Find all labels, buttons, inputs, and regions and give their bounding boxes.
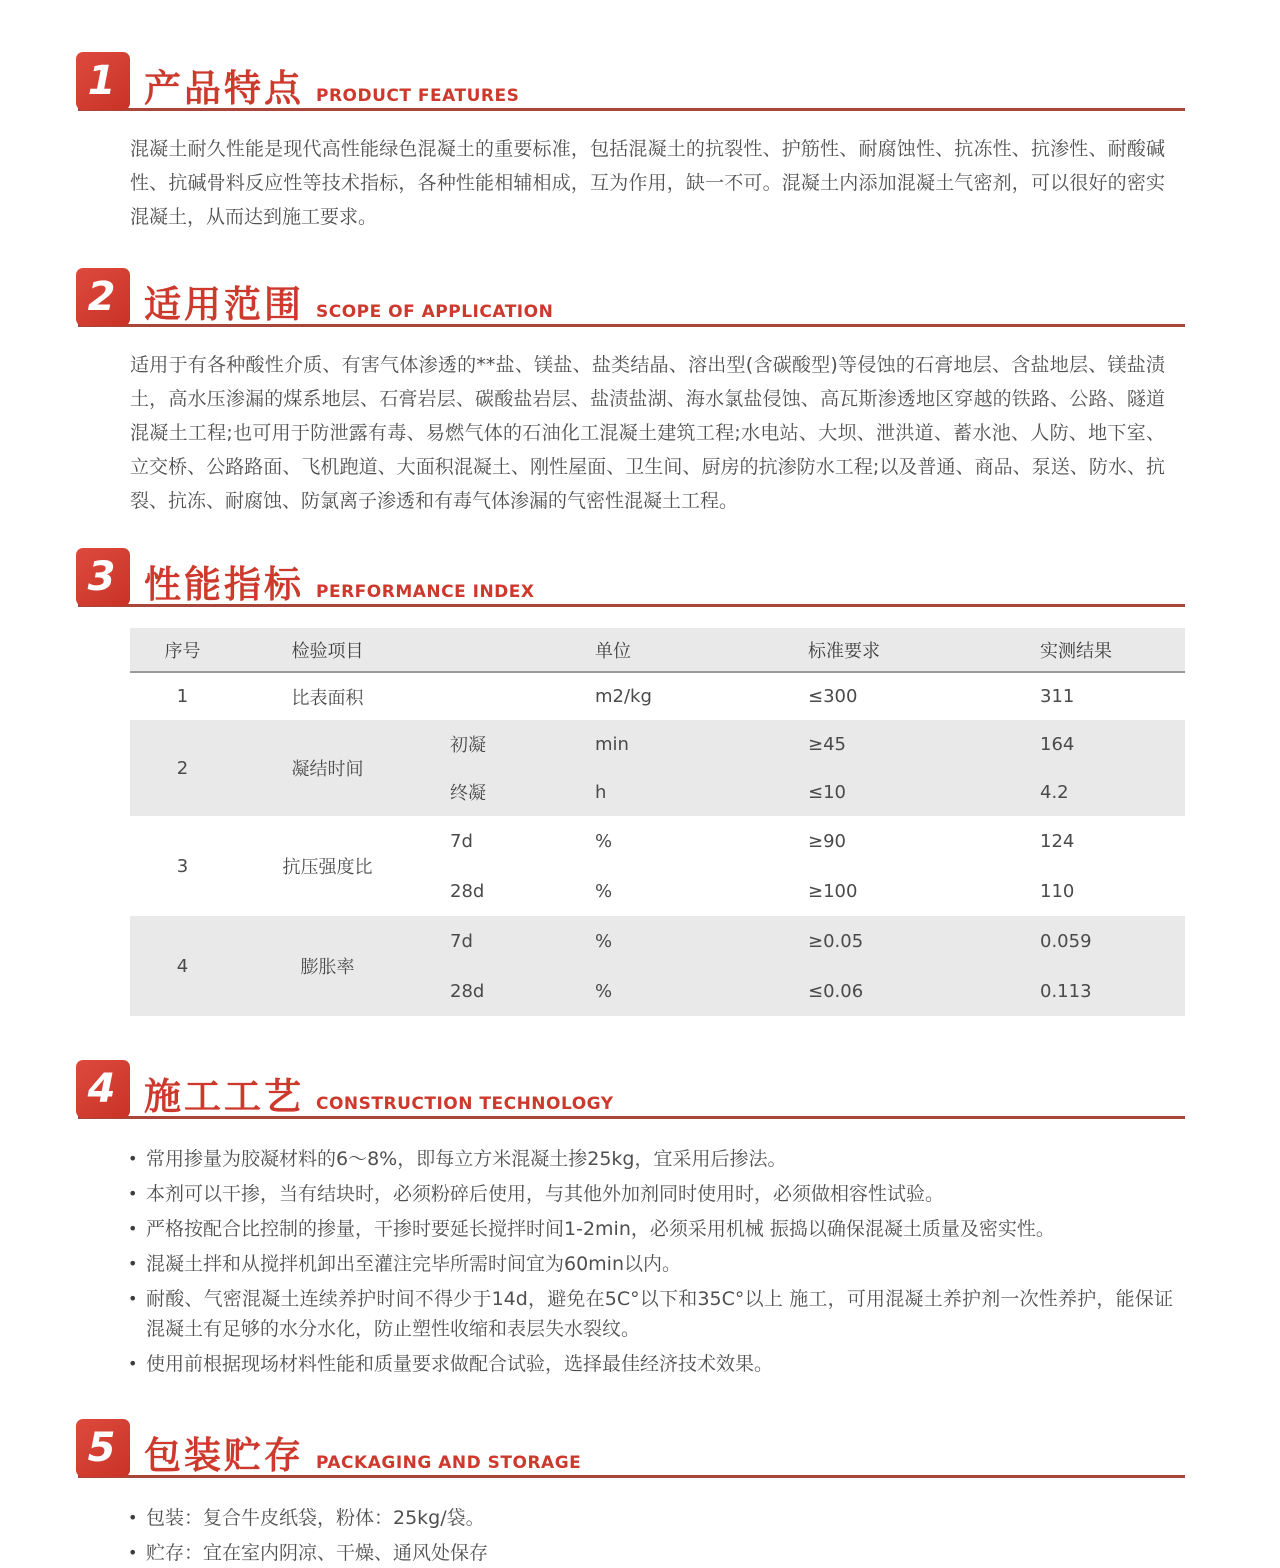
table-cell: 311 bbox=[1040, 686, 1075, 707]
table-cell: 终凝 bbox=[420, 768, 560, 816]
section2-titles bbox=[144, 274, 553, 328]
section2-number-badge: 2 bbox=[76, 268, 130, 326]
section1-title: 产品特点 bbox=[144, 67, 304, 110]
table-cell: ≤300 bbox=[808, 686, 858, 707]
section2-subtitle: SCOPE OF APPLICATION bbox=[316, 302, 554, 322]
section4-titles bbox=[144, 1066, 614, 1120]
bullet-text: 本剂可以干掺，当有结块时，必须粉碎后使用，与其他外加剂同时使用时，必须做相容性试验。 bbox=[146, 1183, 945, 1205]
section1-number-badge: 1 bbox=[76, 52, 130, 110]
table-row bbox=[130, 672, 1185, 720]
section-construction-technology bbox=[76, 1060, 1185, 1379]
section4-header bbox=[76, 1060, 1185, 1124]
section5-header bbox=[76, 1419, 1185, 1483]
bullet-text: 严格按配合比控制的掺量，干掺时要延长搅拌时间1-2min，必须采用机械 振捣以确保混凝土质量及密实性。 bbox=[146, 1218, 1055, 1240]
table-cell: 7d bbox=[450, 830, 473, 852]
section-product-features bbox=[76, 52, 1185, 234]
section3-titles bbox=[144, 554, 535, 608]
table-cell: 0.059 bbox=[1010, 916, 1185, 966]
table-row bbox=[130, 720, 1185, 768]
col-header-no: 序号 bbox=[130, 628, 235, 672]
table-cell bbox=[420, 672, 560, 720]
bullet-dot-icon: • bbox=[128, 1254, 138, 1273]
table-cell: 1 bbox=[176, 686, 189, 707]
section1-subtitle: PRODUCT FEATURES bbox=[316, 86, 520, 106]
section1-titles bbox=[144, 58, 519, 112]
table-cell: ≥100 bbox=[808, 880, 858, 902]
section5-number-badge: 5 bbox=[76, 1419, 130, 1477]
table-cell: ≥0.05 bbox=[780, 916, 1010, 966]
table-cell: h bbox=[560, 768, 780, 816]
section5-subtitle: PACKAGING AND STORAGE bbox=[316, 1453, 582, 1473]
table-cell: 抗压强度比 bbox=[282, 857, 373, 878]
bullet-text: 包装：复合牛皮纸袋，粉体：25kg/袋。 bbox=[146, 1507, 485, 1529]
section-scope-of-application bbox=[76, 268, 1185, 518]
table-cell: m2/kg bbox=[595, 686, 652, 707]
table-cell: 初凝 bbox=[420, 720, 560, 768]
section2-paragraph: 适用于有各种酸性介质、有害气体渗透的**盐、镁盐、盐类结晶、溶出型(含碳酸型)等侵蚀的石膏地层、含盐地层、镁盐渍土，高水压渗漏的煤系地层、石膏岩层、碳酸盐岩层、盐渍盐湖、海水氯盐侵蚀、高瓦斯渗透地区穿越的铁路、公路、隧道混凝土工程;也可用于防泄露有毒、易燃气体的石油化工混凝土建筑工程;水电站、大坝、泄洪道、蓄水池、人防、地下室、立交桥、公路路面、飞机跑道、大面积混凝土、刚性屋面、卫生间、厨房的抗渗防水工程;以及普通、商品、泵送、防水、抗裂、抗冻、耐腐蚀、防氯离子渗透和有毒气体渗漏的气密性混凝土工程。 bbox=[130, 354, 1165, 512]
table-cell: 膨胀率 bbox=[235, 916, 420, 1016]
table-cell: 凝结时间 bbox=[235, 720, 420, 816]
section5-titles bbox=[144, 1425, 581, 1479]
table-row bbox=[130, 816, 1185, 866]
table-cell: 4.2 bbox=[1010, 768, 1185, 816]
bullet-text: 混凝土拌和从搅拌机卸出至灌注完毕所需时间宜为60min以内。 bbox=[146, 1253, 682, 1275]
table-header-row bbox=[130, 628, 1185, 672]
section-performance-index bbox=[76, 548, 1185, 1016]
section4-number-badge: 4 bbox=[76, 1060, 130, 1118]
table-cell: 7d bbox=[420, 916, 560, 966]
bullet-dot-icon: • bbox=[128, 1354, 138, 1373]
bullet-item bbox=[128, 1214, 1173, 1244]
section-packaging-and-storage bbox=[76, 1419, 1185, 1568]
col-header-unit: 单位 bbox=[560, 628, 780, 672]
section1-header bbox=[76, 52, 1185, 116]
table-cell: 比表面积 bbox=[291, 687, 364, 709]
bullet-item bbox=[128, 1503, 1173, 1533]
section3-number-badge: 3 bbox=[76, 548, 130, 606]
section1-paragraph: 混凝土耐久性能是现代高性能绿色混凝土的重要标准，包括混凝土的抗裂性、护筋性、耐腐蚀性、抗冻性、抗渗性、耐酸碱性、抗碱骨料反应性等技术指标，各种性能相辅相成，互为作用，缺一不可。混凝土内添加混凝土气密剂，可以很好的密实混凝土，从而达到施工要求。 bbox=[130, 138, 1165, 228]
table-cell: min bbox=[560, 720, 780, 768]
bullet-text: 贮存：宜在室内阴凉、干燥、通风处保存 bbox=[146, 1542, 489, 1564]
table-cell: % bbox=[595, 880, 613, 902]
section3-subtitle: PERFORMANCE INDEX bbox=[316, 582, 535, 602]
packaging-bullet-list bbox=[128, 1503, 1173, 1568]
table-cell: 0.113 bbox=[1010, 966, 1185, 1016]
section2-title: 适用范围 bbox=[144, 283, 304, 326]
bullet-dot-icon: • bbox=[128, 1219, 138, 1238]
table-cell: ≥45 bbox=[780, 720, 1010, 768]
table-cell: 124 bbox=[1040, 830, 1075, 852]
bullet-item bbox=[128, 1284, 1173, 1344]
col-header-result: 实测结果 bbox=[1010, 628, 1185, 672]
bullet-item bbox=[128, 1349, 1173, 1379]
table-cell: 164 bbox=[1010, 720, 1185, 768]
table-cell: 28d bbox=[450, 880, 485, 902]
performance-index-table bbox=[130, 628, 1185, 1016]
table-cell: % bbox=[560, 966, 780, 1016]
col-header-sub bbox=[420, 628, 560, 672]
col-header-item: 检验项目 bbox=[235, 628, 420, 672]
bullet-text: 耐酸、气密混凝土连续养护时间不得少于14d，避免在5C°以下和35C°以上 施工，可用混凝土养护剂一次性养护，能保证混凝土有足够的水分水化，防止塑性收缩和表层失水裂纹。 bbox=[146, 1288, 1173, 1340]
table-cell: ≥90 bbox=[808, 830, 846, 852]
col-header-std: 标准要求 bbox=[780, 628, 1010, 672]
table-cell: 3 bbox=[176, 855, 189, 877]
table-cell: % bbox=[560, 916, 780, 966]
table-cell: ≤10 bbox=[780, 768, 1010, 816]
bullet-item bbox=[128, 1144, 1173, 1174]
bullet-dot-icon: • bbox=[128, 1289, 138, 1308]
section5-title: 包装贮存 bbox=[144, 1434, 304, 1477]
bullet-text: 常用掺量为胶凝材料的6～8%，即每立方米混凝土掺25kg，宜采用后掺法。 bbox=[146, 1148, 787, 1170]
bullet-item bbox=[128, 1179, 1173, 1209]
table-cell: 110 bbox=[1040, 880, 1075, 902]
section2-header bbox=[76, 268, 1185, 332]
section4-title: 施工工艺 bbox=[144, 1075, 304, 1118]
bullet-text: 使用前根据现场材料性能和质量要求做配合试验，选择最佳经济技术效果。 bbox=[146, 1353, 774, 1375]
bullet-dot-icon: • bbox=[128, 1508, 138, 1527]
table-cell: 4 bbox=[130, 916, 235, 1016]
section4-subtitle: CONSTRUCTION TECHNOLOGY bbox=[316, 1094, 614, 1114]
section3-header bbox=[76, 548, 1185, 612]
bullet-item bbox=[128, 1538, 1173, 1568]
bullet-dot-icon: • bbox=[128, 1184, 138, 1203]
table-cell: ≤0.06 bbox=[780, 966, 1010, 1016]
section3-title: 性能指标 bbox=[144, 563, 304, 606]
bullet-dot-icon: • bbox=[128, 1149, 138, 1168]
construction-bullet-list bbox=[128, 1144, 1173, 1379]
table-cell: 28d bbox=[420, 966, 560, 1016]
table-row bbox=[130, 916, 1185, 966]
bullet-item bbox=[128, 1249, 1173, 1279]
table-cell: 2 bbox=[130, 720, 235, 816]
table-cell: % bbox=[595, 830, 613, 852]
bullet-dot-icon: • bbox=[128, 1543, 138, 1562]
